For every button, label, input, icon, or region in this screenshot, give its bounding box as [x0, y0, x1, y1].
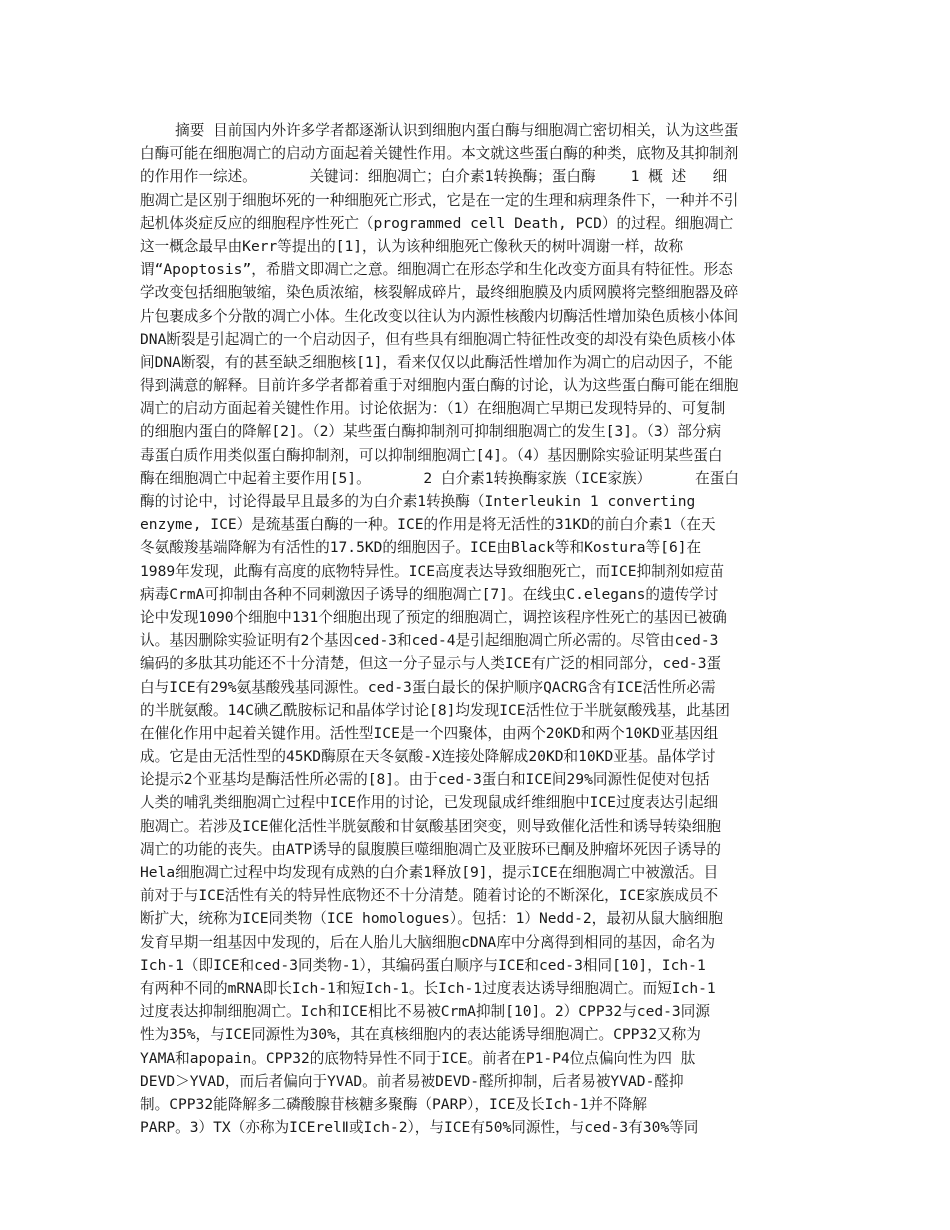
text-line: 有两种不同的mRNA即长Ich-1和短Ich-1。长Ich-1过度表达诱导细胞凋亡。而短Ich-1 — [140, 979, 716, 997]
text-line: 论提示2个亚基均是酶活性所必需的[8]。由于ced-3蛋白和ICE间29%同源性促使对包括 — [140, 771, 710, 789]
text-line: 凋亡的启动方面起着关键性作用。讨论依据为：（1）在细胞凋亡早期已发现特异的、可复制 — [140, 400, 726, 418]
text-line: 起机体炎症反应的细胞程序性死亡（programmed cell Death, PCD）的过程。细胞凋亡 — [140, 214, 734, 232]
text-line: enzyme, ICE）是巯基蛋白酶的一种。ICE的作用是将无活性的31KD的前白介素1（在天 — [140, 516, 716, 534]
text-line: 过度表达抑制细胞凋亡。Ich和ICE相比不易被CrmA抑制[10]。2）CPP32与ced-3同源 — [140, 1003, 710, 1021]
text-line: 编码的多肽其功能还不十分清楚，但这一分子显示与人类ICE有广泛的相同部分，ced-3蛋 — [140, 655, 722, 673]
text-line: 1989年发现，此酶有高度的底物特异性。ICE高度表达导致细胞死亡，而ICE抑制剂如痘苗 — [140, 562, 725, 580]
text-line: Ich-1（即ICE和ced-3同类物-1），其编码蛋白顺序与ICE和ced-3相同[10]，Ich-1 — [140, 956, 706, 974]
text-line: 白与ICE有29%氨基酸残基同源性。ced-3蛋白最长的保护顺序QACRG含有ICE活性所必需 — [140, 678, 716, 696]
text-line: 前对于与ICE活性有关的特异性底物还不十分清楚。随着讨论的不断深化，ICE家族成员不 — [140, 887, 719, 905]
text-line: 凋亡的功能的丧失。由ATP诱导的鼠腹膜巨噬细胞凋亡及亚胺环已酮及肿瘤坏死因子诱导的 — [140, 840, 721, 858]
text-line: 酶的讨论中，讨论得最早且最多的为白介素1转换酶（Interleukin 1 converting — [140, 493, 696, 510]
text-line: 认。基因删除实验证明有2个基因ced-3和ced-4是引起细胞凋亡所必需的。尽管由ced-3 — [140, 632, 719, 650]
text-line: Hela细胞凋亡过程中均发现有成熟的白介素1释放[9]，提示ICE在细胞凋亡中被激活。目 — [140, 864, 719, 881]
text-line: 成。它是由无活性型的45KD酶原在天冬氨酸-X连接处降解成20KD和10KD亚基。晶体学讨 — [140, 748, 716, 766]
text-line: 白酶可能在细胞凋亡的启动方面起着关键性作用。本文就这些蛋白酶的种类，底物及其抑制剂 — [140, 145, 739, 163]
text-line: 病毒CrmA可抑制由各种不同刺激因子诱导的细胞凋亡[7]。在线虫C.elegans的遗传学讨 — [140, 585, 719, 603]
text-line: 冬氨酸羧基端降解为有活性的17.5KD的细胞因子。ICE由Black等和Kostura等[6]在 — [140, 539, 702, 557]
text-line: DEVD＞YVAD，而后者偏向于YVAD。前者易被DEVD-醛所抑制，后者易被YVAD-醛抑 — [140, 1072, 684, 1090]
text-line: DNA断裂是引起凋亡的一个启动因子，但有些具有细胞凋亡特征性改变的却没有染色质核小体 — [140, 330, 736, 348]
text-line: 胞凋亡。若涉及ICE催化活性半胱氨酸和甘氨酸基团突变，则导致催化活性和诱导转染细胞 — [140, 817, 721, 835]
text-line: 人类的哺乳类细胞凋亡过程中ICE作用的讨论，已发现鼠成纤维细胞中ICE过度表达引起细 — [140, 794, 719, 812]
text-line: PARP。3）TX（亦称为ICErelⅡ或Ich-2），与ICE有50%同源性，与ced-3有30%等同 — [140, 1119, 699, 1137]
text-line: 片包裹成多个分散的凋亡小体。生化改变以往认为内源性核酸内切酶活性增加染色质核小体间 — [140, 307, 739, 325]
text-line: 谓“Apoptosis”，希腊文即凋亡之意。细胞凋亡在形态学和生化改变方面具有特征性。形态 — [140, 261, 733, 279]
text-line: 的作用作一综述。 关键词：细胞凋亡；白介素1转换酶；蛋白酶 1 概 述 细 — [140, 168, 728, 186]
text-line: 的半胱氨酸。14C碘乙酰胺标记和晶体学讨论[8]均发现ICE活性位于半胱氨酸残基，此基团 — [140, 701, 730, 719]
text-line: 摘要 目前国内外许多学者都逐渐认识到细胞内蛋白酶与细胞凋亡密切相关，认为这些蛋 — [140, 122, 739, 139]
text-line: 间DNA断裂，有的甚至缺乏细胞核[1]，看来仅仅以此酶活性增加作为凋亡的启动因子，不能 — [140, 353, 733, 371]
text-line: 发育早期一组基因中发现的，后在人胎儿大脑细胞cDNA库中分离得到相同的基因，命名为 — [140, 933, 716, 951]
text-line: 学改变包括细胞皱缩，染色质浓缩，核裂解成碎片，最终细胞膜及内质网膜将完整细胞器及碎 — [140, 284, 739, 302]
text-line: YAMA和apopain。CPP32的底物特异性不同于ICE。前者在P1-P4位点偏向性为四 肽 — [140, 1049, 696, 1067]
text-line: 制。CPP32能降解多二磷酸腺苷核糖多聚酶（PARP），ICE及长Ich-1并不降解 — [140, 1095, 647, 1113]
text-line: 胞凋亡是区别于细胞坏死的一种细胞死亡形式，它是在一定的生理和病理条件下，一种并不引 — [140, 191, 739, 209]
text-line: 断扩大，统称为ICE同类物（ICE homologues）。包括：1）Nedd-2，最初从鼠大脑细胞 — [140, 910, 724, 928]
text-line: 这一概念最早由Kerr等提出的[1]，认为该种细胞死亡像秋天的树叶凋谢一样，故称 — [140, 237, 684, 255]
text-line: 得到满意的解释。目前许多学者都着重于对细胞内蛋白酶的讨论，认为这些蛋白酶可能在细胞 — [140, 377, 739, 395]
text-line: 性为35%，与ICE同源性为30%，其在真核细胞内的表达能诱导细胞凋亡。CPP32又称为 — [140, 1026, 701, 1044]
text-line: 的细胞内蛋白的降解[2]。（2）某些蛋白酶抑制剂可抑制细胞凋亡的发生[3]。（3）部分病 — [140, 423, 722, 441]
body-text — [140, 119, 810, 1139]
text-line: 在催化作用中起着关键作用。活性型ICE是一个四聚体，由两个20KD和两个10KD亚基因组 — [140, 724, 719, 742]
text-line: 毒蛋白质作用类似蛋白酶抑制剂，可以抑制细胞凋亡[4]。（4）基因删除实验证明某些蛋白 — [140, 446, 723, 464]
text-line: 酶在细胞凋亡中起着主要作用[5]。 2 白介素1转换酶家族（ICE家族） 在蛋白 — [140, 469, 739, 487]
text-line: 论中发现1090个细胞中131个细胞出现了预定的细胞凋亡，调控该程序性死亡的基因已被确 — [140, 608, 727, 626]
